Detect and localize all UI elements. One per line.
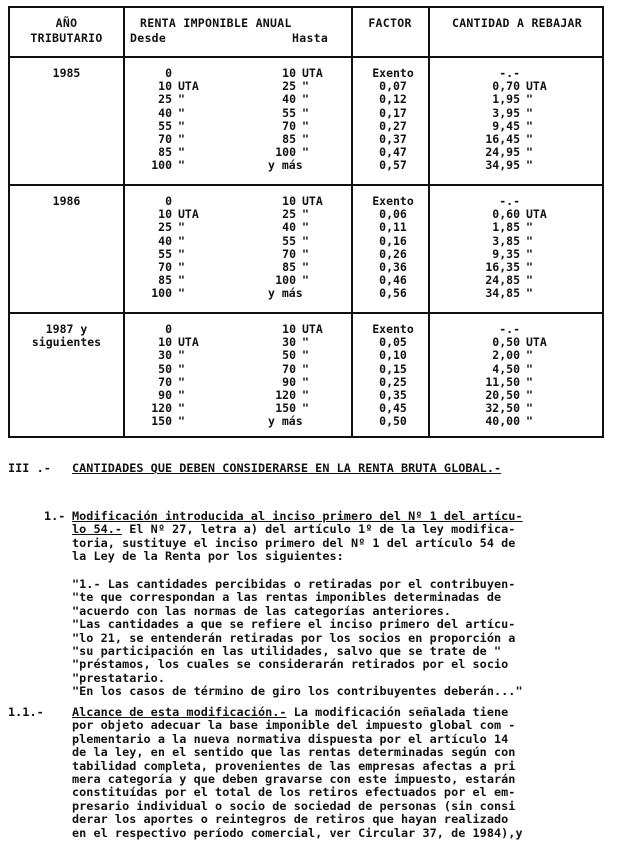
amount-value: 9,35	[492, 246, 520, 261]
amount-unit: "	[526, 260, 533, 274]
factor-value: 0,12	[379, 92, 407, 107]
amount-unit: "	[526, 132, 533, 146]
amount-unit: UTA	[526, 335, 547, 350]
quote-line: "acuerdo con las normas de las categorías anteriores.	[72, 603, 452, 618]
amount-value: 2,00	[492, 348, 520, 363]
to-unit: "	[302, 145, 309, 160]
from-unit: "	[178, 273, 185, 288]
to-unit: "	[302, 207, 309, 222]
quote-line: "préstamos, los cuales se considerarán retirados por el socio	[72, 657, 509, 672]
factor-value: 0,45	[379, 401, 407, 416]
from-value: 150	[151, 414, 172, 429]
factor-value: 0,46	[379, 273, 407, 288]
to-value: 120	[275, 388, 296, 402]
quote-line: "prestatario.	[72, 670, 165, 685]
from-value: 50	[158, 361, 172, 376]
block-divider	[10, 312, 602, 314]
factor-value: 0,26	[379, 246, 407, 261]
item1-line: la Ley de la Renta por los siguientes:	[72, 549, 344, 564]
to-value: 55	[282, 105, 296, 120]
factor-value: 0,57	[379, 158, 407, 173]
table-row	[10, 274, 602, 287]
quote-line: "En los casos de término de giro los contribuyentes deberán..."	[72, 684, 523, 699]
table-row	[10, 363, 602, 376]
from-value: 70	[158, 132, 172, 146]
from-value: 85	[158, 273, 172, 288]
table-row	[10, 287, 602, 300]
factor-value: Exento	[372, 66, 414, 80]
from-unit: "	[178, 92, 185, 107]
amount-value: 1,85	[492, 220, 520, 235]
amount-unit: UTA	[526, 79, 547, 94]
item11-line: en el respectivo período comercial, ver Circular 37, de 1984),y	[72, 825, 523, 840]
amount-unit: "	[526, 273, 533, 288]
amount-value: -.-	[499, 66, 520, 80]
amount-value: 3,95	[492, 105, 520, 120]
amount-unit: "	[526, 414, 533, 429]
from-value: 0	[165, 322, 172, 336]
item1-line: toria, sustituye el inciso primero del Nº 1 del artículo 54 de	[72, 535, 516, 550]
to-value: 150	[275, 401, 296, 416]
factor-value: Exento	[372, 194, 414, 208]
amount-unit: "	[526, 401, 533, 416]
to-unit: "	[302, 388, 309, 402]
factor-value: 0,17	[379, 105, 407, 120]
from-value: 100	[151, 158, 172, 173]
from-unit: "	[178, 246, 185, 261]
to-value: 70	[282, 118, 296, 133]
item11-line: presario individual o socio de sociedad de personas (sin consi	[72, 798, 516, 813]
to-value: y más	[268, 286, 303, 301]
to-value: 25	[282, 79, 296, 94]
to-value: 85	[282, 132, 296, 146]
item11-line: plementario a la nueva normativa dispuesta por el artículo 14	[72, 731, 509, 746]
table-row	[10, 80, 602, 93]
from-value: 100	[151, 286, 172, 301]
header-year-line1: AÑO	[55, 16, 78, 30]
tax-table	[8, 6, 604, 438]
item11-line: La modificación señalada tiene	[286, 705, 509, 719]
quote-line: "lo 21, se entenderán retiradas por los socios en proporción a	[72, 630, 516, 645]
from-unit: "	[178, 118, 185, 133]
to-value: 30	[282, 335, 296, 350]
factor-value: 0,05	[379, 335, 407, 350]
from-unit: "	[178, 361, 185, 376]
to-value: 50	[282, 348, 296, 363]
from-unit: "	[178, 414, 185, 429]
table-row	[10, 336, 602, 349]
to-value: 40	[282, 220, 296, 235]
item11-line: constituídas por el total de los retiros efectuados por el em-	[72, 785, 516, 800]
amount-unit: "	[526, 220, 533, 235]
item11-first-line	[72, 706, 508, 719]
to-unit: "	[302, 335, 309, 350]
from-value: 10	[158, 79, 172, 94]
table-row	[10, 248, 602, 261]
to-value: 100	[275, 145, 296, 160]
from-unit: "	[178, 374, 185, 389]
from-unit: "	[178, 286, 185, 301]
header-year-line2: TRIBUTARIO	[30, 31, 103, 45]
from-value: 10	[158, 207, 172, 222]
from-unit: UTA	[178, 335, 199, 350]
to-unit: "	[302, 348, 309, 363]
to-value: y más	[268, 158, 303, 173]
from-unit: UTA	[178, 207, 199, 222]
amount-value: 32,50	[485, 401, 520, 416]
factor-value: 0,06	[379, 207, 407, 222]
amount-unit: "	[526, 388, 533, 402]
year-label-line1: 1986	[52, 194, 81, 208]
from-unit: UTA	[178, 79, 199, 94]
table-row	[10, 402, 602, 415]
table-row	[10, 415, 602, 428]
amount-value: 11,50	[485, 374, 520, 389]
from-value: 70	[158, 260, 172, 274]
item1-number: 1.-	[44, 509, 66, 523]
amount-value: 0,60	[492, 207, 520, 222]
item11-number: 1.1.-	[8, 705, 44, 719]
amount-unit: "	[526, 246, 533, 261]
to-unit: "	[302, 132, 309, 146]
table-row	[10, 93, 602, 106]
header-hasta: Hasta	[292, 31, 329, 45]
amount-unit: "	[526, 92, 533, 107]
factor-value: 0,15	[379, 361, 407, 376]
item11-line: por objeto adecuar la base imponible del impuesto global com -	[72, 718, 516, 733]
from-value: 120	[151, 401, 172, 416]
to-value: 10	[282, 322, 296, 336]
to-unit: "	[302, 105, 309, 120]
amount-value: 3,85	[492, 233, 520, 248]
year-label-line1: 1987 y	[45, 322, 88, 336]
amount-value: 34,95	[485, 158, 520, 173]
table-row	[10, 376, 602, 389]
table-row	[10, 146, 602, 159]
year-label-line1: 1985	[52, 66, 81, 80]
table-row	[10, 133, 602, 146]
to-unit: "	[302, 273, 309, 288]
from-unit: "	[178, 158, 185, 173]
item11-line: mera categoría y que deben gravarse con este impuesto, estarán	[72, 772, 516, 786]
item1-title-continuation	[72, 523, 515, 536]
to-value: y más	[268, 414, 303, 429]
year-label-line2: siguientes	[31, 335, 102, 349]
from-value: 0	[165, 66, 172, 80]
to-value: 85	[282, 260, 296, 274]
to-unit: UTA	[302, 322, 323, 336]
header-desde: Desde	[130, 31, 167, 45]
amount-value: 40,00	[485, 414, 520, 429]
amount-unit: UTA	[526, 207, 547, 222]
amount-value: 1,95	[492, 92, 520, 107]
amount-unit: "	[526, 145, 533, 160]
amount-unit: "	[526, 361, 533, 376]
from-unit: "	[178, 132, 185, 146]
from-unit: "	[178, 145, 185, 160]
table-row	[10, 195, 602, 208]
to-unit: "	[302, 220, 309, 235]
section-number: III .-	[8, 461, 51, 475]
amount-value: 20,50	[485, 388, 520, 402]
to-unit: "	[302, 246, 309, 261]
to-unit: "	[302, 118, 309, 133]
amount-value: -.-	[499, 322, 520, 336]
from-unit: "	[178, 388, 185, 402]
from-value: 10	[158, 335, 172, 350]
to-unit: "	[302, 79, 309, 94]
to-value: 70	[282, 361, 296, 376]
table-row	[10, 221, 602, 234]
factor-value: 0,07	[379, 79, 407, 94]
item1-title-end: lo 54.-	[72, 522, 123, 537]
quote-line: "te que correspondan a las rentas imponibles determinadas de	[72, 590, 502, 605]
to-unit: "	[302, 92, 309, 107]
from-value: 55	[158, 118, 172, 133]
table-row	[10, 261, 602, 274]
quote-line: "su participación en las utilidades, salvo que se trate de "	[72, 644, 502, 658]
amount-value: 24,95	[485, 145, 520, 160]
to-value: 70	[282, 246, 296, 261]
amount-unit: "	[526, 233, 533, 248]
from-unit: "	[178, 220, 185, 235]
factor-value: 0,11	[379, 220, 407, 235]
amount-unit: "	[526, 105, 533, 120]
factor-value: 0,16	[379, 233, 407, 248]
to-value: 100	[275, 273, 296, 288]
from-unit: "	[178, 105, 185, 120]
amount-value: 16,35	[485, 260, 520, 274]
from-value: 90	[158, 388, 172, 402]
table-row	[10, 389, 602, 402]
table-row	[10, 235, 602, 248]
amount-value: 0,70	[492, 79, 520, 94]
factor-value: 0,36	[379, 260, 407, 274]
table-row	[10, 67, 602, 80]
amount-unit: "	[526, 286, 533, 301]
to-unit: "	[302, 401, 309, 416]
header-cantidad: CANTIDAD A REBAJAR	[451, 16, 583, 30]
factor-value: 0,50	[379, 414, 407, 429]
from-unit: "	[178, 260, 185, 274]
table-row	[10, 208, 602, 221]
amount-unit: "	[526, 118, 533, 133]
from-unit: "	[178, 233, 185, 248]
header-year	[10, 16, 123, 46]
quote-line: "1.- Las cantidades percibidas o retiradas por el contribuyen-	[72, 577, 516, 591]
factor-value: 0,47	[379, 145, 407, 160]
to-unit: "	[302, 233, 309, 248]
table-row	[10, 159, 602, 172]
from-value: 55	[158, 246, 172, 261]
to-unit: UTA	[302, 194, 323, 208]
amount-unit: "	[526, 158, 533, 173]
amount-value: 16,45	[485, 132, 520, 146]
to-value: 10	[282, 194, 296, 208]
amount-value: 34,85	[485, 286, 520, 301]
factor-value: 0,10	[379, 348, 407, 363]
item1-line: El Nº 27, letra a) del artículo 1º de la ley modifica-	[122, 522, 516, 537]
to-unit: "	[302, 374, 309, 389]
factor-value: 0,37	[379, 132, 407, 146]
header-factor: FACTOR	[368, 16, 412, 30]
section-title: CANTIDADES QUE DEBEN CONSIDERARSE EN LA RENTA BRUTA GLOBAL.-	[72, 461, 502, 475]
amount-unit: "	[526, 374, 533, 389]
header-divider	[10, 56, 602, 58]
item11-title: Alcance de esta modificación.-	[72, 705, 287, 719]
table-row	[10, 120, 602, 133]
table-row	[10, 323, 602, 336]
item11-line: derar los aportes o reintegros de retiros que hayan realizado	[72, 812, 509, 827]
amount-value: 9,45	[492, 118, 520, 133]
amount-unit: "	[526, 348, 533, 363]
factor-value: 0,25	[379, 374, 407, 389]
item1-title: Modificación introducida al inciso primero del Nº 1 del artícu-	[72, 509, 523, 523]
from-value: 70	[158, 374, 172, 389]
item11-line: de la ley, en el sentido que las rentas determinadas según con	[72, 745, 516, 760]
quote-line: "Las cantidades a que se refiere el inciso primero del artícu-	[72, 617, 516, 632]
amount-value: 0,50	[492, 335, 520, 350]
from-value: 30	[158, 348, 172, 363]
from-value: 40	[158, 233, 172, 248]
from-value: 0	[165, 194, 172, 208]
from-value: 85	[158, 145, 172, 160]
from-unit: "	[178, 401, 185, 416]
to-value: 90	[282, 374, 296, 389]
to-value: 40	[282, 92, 296, 107]
to-value: 55	[282, 233, 296, 248]
to-unit: UTA	[302, 66, 323, 80]
from-value: 40	[158, 105, 172, 120]
factor-value: 0,27	[379, 118, 407, 133]
table-row	[10, 349, 602, 362]
item11-line: tabilidad completa, provenientes de las empresas afectas a pri	[72, 758, 516, 773]
factor-value: Exento	[372, 322, 414, 336]
header-renta: RENTA IMPONIBLE ANUAL	[140, 16, 292, 30]
to-value: 25	[282, 207, 296, 222]
table-row	[10, 107, 602, 120]
from-value: 25	[158, 220, 172, 235]
to-value: 10	[282, 66, 296, 80]
factor-value: 0,35	[379, 388, 407, 402]
factor-value: 0,56	[379, 286, 407, 301]
to-unit: "	[302, 260, 309, 274]
amount-value: -.-	[499, 194, 520, 208]
to-unit: "	[302, 361, 309, 376]
amount-value: 24,85	[485, 273, 520, 288]
amount-value: 4,50	[492, 361, 520, 376]
from-value: 25	[158, 92, 172, 107]
block-divider	[10, 184, 602, 186]
from-unit: "	[178, 348, 185, 363]
